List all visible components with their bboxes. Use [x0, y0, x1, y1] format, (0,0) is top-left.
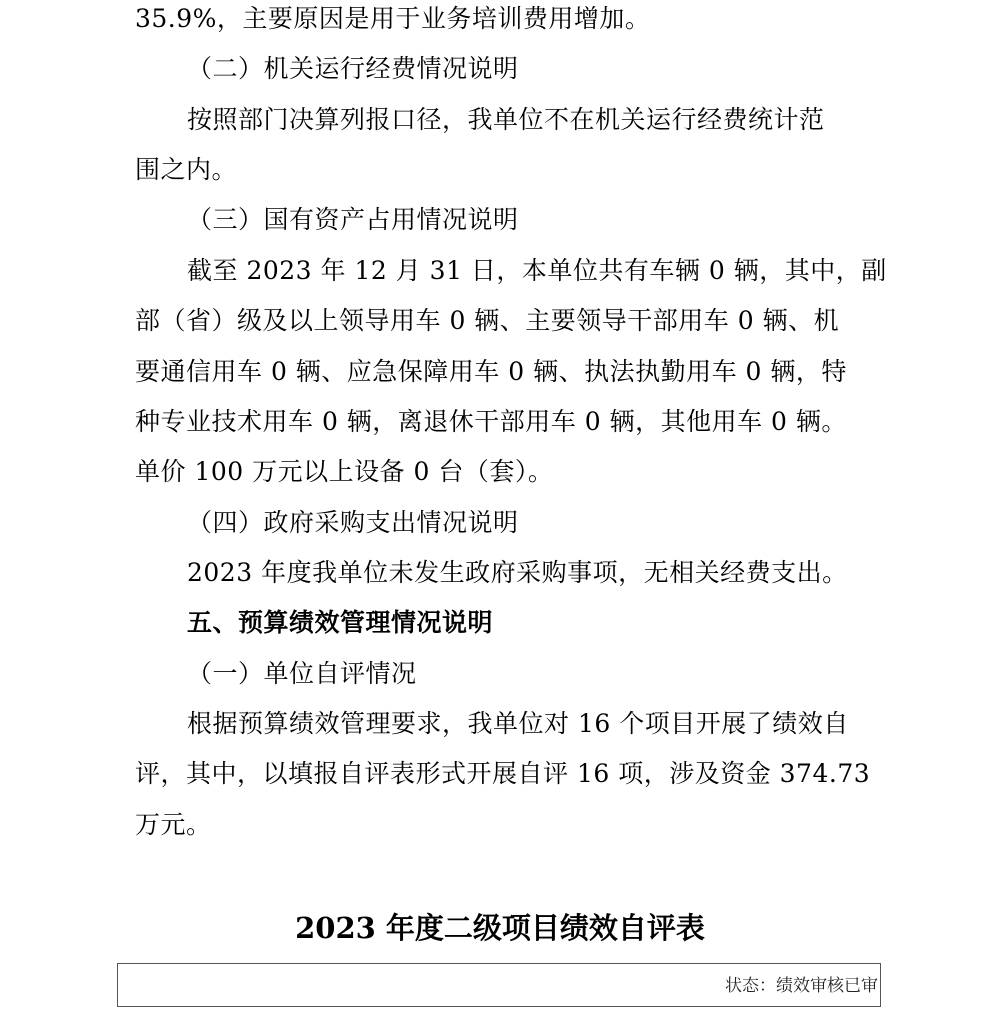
paragraph-line: 按照部门决算列报口径，我单位不在机关运行经费统计范: [187, 105, 825, 134]
paragraph-line: 35.9%，主要原因是用于业务培训费用增加。: [135, 4, 651, 33]
status-label: 状态：绩效审核已审: [725, 976, 878, 996]
paragraph-line: 评，其中，以填报自评表形式开展自评 16 项，涉及资金 374.73: [135, 759, 871, 788]
paragraph-line: 万元。: [135, 810, 212, 839]
subheading-operating-funds: （二）机关运行经费情况说明: [187, 54, 519, 83]
subheading-state-assets: （三）国有资产占用情况说明: [187, 205, 519, 234]
paragraph-line: 单价 100 万元以上设备 0 台（套）。: [135, 457, 554, 486]
paragraph-line: 部（省）级及以上领导用车 0 辆、主要领导干部用车 0 辆、机: [135, 306, 840, 335]
paragraph-line: 要通信用车 0 辆、应急保障用车 0 辆、执法执勤用车 0 辆，特: [135, 357, 847, 386]
paragraph-line: 围之内。: [135, 155, 238, 184]
paragraph-line: 种专业技术用车 0 辆，离退休干部用车 0 辆，其他用车 0 辆。: [135, 407, 847, 436]
paragraph-line: 2023 年度我单位未发生政府采购事项，无相关经费支出。: [187, 558, 848, 587]
subheading-self-evaluation: （一）单位自评情况: [187, 659, 417, 688]
subheading-government-procurement: （四）政府采购支出情况说明: [187, 508, 519, 537]
evaluation-form-header: [117, 963, 881, 1007]
section-heading-performance: 五、预算绩效管理情况说明: [187, 608, 494, 637]
table-title: 2023 年度二级项目绩效自评表: [295, 911, 705, 945]
paragraph-line: 根据预算绩效管理要求，我单位对 16 个项目开展了绩效自: [187, 709, 849, 738]
paragraph-line: 截至 2023 年 12 月 31 日，本单位共有车辆 0 辆，其中，副: [187, 256, 887, 285]
